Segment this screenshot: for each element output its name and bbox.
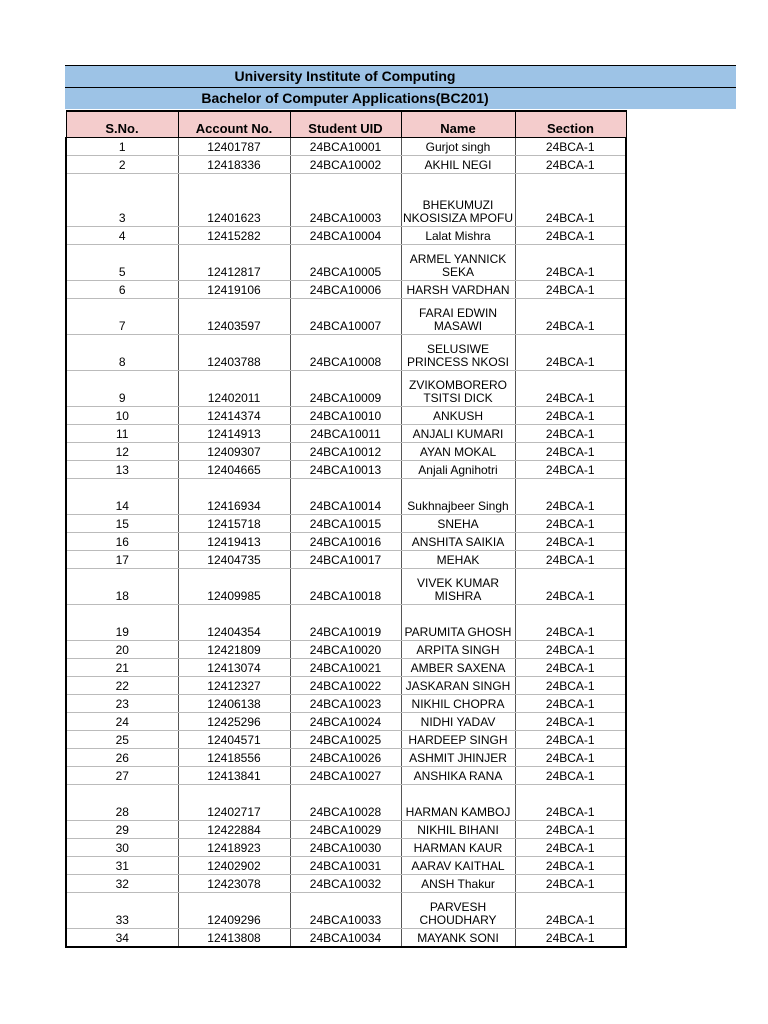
cell-uid: 24BCA10029 — [290, 821, 401, 839]
table-row — [66, 821, 626, 839]
table-row — [66, 227, 626, 245]
cell-name: ANSH Thakur — [401, 875, 515, 893]
cell-uid: 24BCA10017 — [290, 551, 401, 569]
institute-title: University Institute of Computing — [234, 68, 456, 84]
col-header-name: Name — [401, 111, 515, 138]
cell-section: 24BCA-1 — [515, 659, 626, 677]
cell-name: MEHAK — [401, 551, 515, 569]
cell-name: HARMAN KAMBOJ — [401, 785, 515, 821]
cell-account: 12425296 — [178, 713, 290, 731]
cell-name: MAYANK SONI — [401, 929, 515, 947]
cell-section: 24BCA-1 — [515, 479, 626, 515]
cell-section: 24BCA-1 — [515, 156, 626, 174]
table-row — [66, 641, 626, 659]
table-row — [66, 533, 626, 551]
cell-name: PARUMITA GHOSH — [401, 605, 515, 641]
header-row — [66, 111, 626, 138]
cell-sno: 12 — [66, 443, 178, 461]
table-row — [66, 461, 626, 479]
cell-name: HARDEEP SINGH — [401, 731, 515, 749]
cell-section: 24BCA-1 — [515, 731, 626, 749]
cell-sno: 28 — [66, 785, 178, 821]
table-row — [66, 893, 626, 929]
table-row — [66, 569, 626, 605]
cell-sno: 6 — [66, 281, 178, 299]
cell-section: 24BCA-1 — [515, 875, 626, 893]
cell-name: HARMAN KAUR — [401, 839, 515, 857]
cell-section: 24BCA-1 — [515, 857, 626, 875]
cell-sno: 7 — [66, 299, 178, 335]
cell-account: 12412327 — [178, 677, 290, 695]
cell-sno: 29 — [66, 821, 178, 839]
table-row — [66, 174, 626, 227]
col-header-section: Section — [515, 111, 626, 138]
table-row — [66, 839, 626, 857]
cell-section: 24BCA-1 — [515, 174, 626, 227]
table-row — [66, 929, 626, 947]
cell-uid: 24BCA10013 — [290, 461, 401, 479]
cell-sno: 20 — [66, 641, 178, 659]
cell-uid: 24BCA10032 — [290, 875, 401, 893]
cell-name: NIKHIL CHOPRA — [401, 695, 515, 713]
cell-account: 12404665 — [178, 461, 290, 479]
cell-section: 24BCA-1 — [515, 605, 626, 641]
cell-sno: 26 — [66, 749, 178, 767]
cell-section: 24BCA-1 — [515, 929, 626, 947]
cell-sno: 1 — [66, 138, 178, 156]
cell-uid: 24BCA10005 — [290, 245, 401, 281]
cell-uid: 24BCA10014 — [290, 479, 401, 515]
cell-account: 12403788 — [178, 335, 290, 371]
table-row — [66, 695, 626, 713]
cell-account: 12413808 — [178, 929, 290, 947]
cell-account: 12414374 — [178, 407, 290, 425]
cell-sno: 23 — [66, 695, 178, 713]
col-header-uid: Student UID — [290, 111, 401, 138]
cell-name: ANSHITA SAIKIA — [401, 533, 515, 551]
table-row — [66, 479, 626, 515]
cell-section: 24BCA-1 — [515, 515, 626, 533]
cell-sno: 5 — [66, 245, 178, 281]
cell-uid: 24BCA10011 — [290, 425, 401, 443]
table-row — [66, 731, 626, 749]
cell-uid: 24BCA10006 — [290, 281, 401, 299]
cell-sno: 25 — [66, 731, 178, 749]
table-row — [66, 156, 626, 174]
cell-uid: 24BCA10016 — [290, 533, 401, 551]
cell-name: AMBER SAXENA — [401, 659, 515, 677]
cell-sno: 10 — [66, 407, 178, 425]
cell-account: 12409307 — [178, 443, 290, 461]
cell-name: Anjali Agnihotri — [401, 461, 515, 479]
cell-section: 24BCA-1 — [515, 407, 626, 425]
program-title: Bachelor of Computer Applications(BC201) — [201, 90, 489, 106]
cell-section: 24BCA-1 — [515, 749, 626, 767]
cell-account: 12418923 — [178, 839, 290, 857]
table-row — [66, 551, 626, 569]
cell-sno: 16 — [66, 533, 178, 551]
cell-sno: 19 — [66, 605, 178, 641]
cell-sno: 34 — [66, 929, 178, 947]
cell-sno: 33 — [66, 893, 178, 929]
cell-section: 24BCA-1 — [515, 533, 626, 551]
cell-section: 24BCA-1 — [515, 227, 626, 245]
cell-section: 24BCA-1 — [515, 767, 626, 785]
cell-sno: 3 — [66, 174, 178, 227]
cell-account: 12419106 — [178, 281, 290, 299]
cell-section: 24BCA-1 — [515, 335, 626, 371]
cell-section: 24BCA-1 — [515, 839, 626, 857]
cell-uid: 24BCA10025 — [290, 731, 401, 749]
cell-section: 24BCA-1 — [515, 695, 626, 713]
col-header-account: Account No. — [178, 111, 290, 138]
cell-account: 12401623 — [178, 174, 290, 227]
cell-name: ZVIKOMBORERO TSITSI DICK — [401, 371, 515, 407]
cell-section: 24BCA-1 — [515, 138, 626, 156]
table-row — [66, 677, 626, 695]
cell-uid: 24BCA10009 — [290, 371, 401, 407]
table-row — [66, 875, 626, 893]
cell-uid: 24BCA10012 — [290, 443, 401, 461]
cell-uid: 24BCA10018 — [290, 569, 401, 605]
cell-uid: 24BCA10010 — [290, 407, 401, 425]
cell-uid: 24BCA10019 — [290, 605, 401, 641]
cell-uid: 24BCA10030 — [290, 839, 401, 857]
cell-account: 12409296 — [178, 893, 290, 929]
cell-sno: 31 — [66, 857, 178, 875]
cell-section: 24BCA-1 — [515, 299, 626, 335]
cell-uid: 24BCA10001 — [290, 138, 401, 156]
cell-uid: 24BCA10031 — [290, 857, 401, 875]
cell-name: VIVEK KUMAR MISHRA — [401, 569, 515, 605]
cell-section: 24BCA-1 — [515, 785, 626, 821]
cell-sno: 32 — [66, 875, 178, 893]
table-row — [66, 335, 626, 371]
table-row — [66, 515, 626, 533]
table-row — [66, 281, 626, 299]
cell-account: 12414913 — [178, 425, 290, 443]
cell-account: 12402717 — [178, 785, 290, 821]
cell-sno: 22 — [66, 677, 178, 695]
cell-sno: 17 — [66, 551, 178, 569]
table-row — [66, 785, 626, 821]
cell-section: 24BCA-1 — [515, 245, 626, 281]
cell-name: NIKHIL BIHANI — [401, 821, 515, 839]
cell-name: PARVESH CHOUDHARY — [401, 893, 515, 929]
cell-uid: 24BCA10021 — [290, 659, 401, 677]
cell-account: 12421809 — [178, 641, 290, 659]
cell-sno: 21 — [66, 659, 178, 677]
cell-section: 24BCA-1 — [515, 677, 626, 695]
cell-uid: 24BCA10028 — [290, 785, 401, 821]
cell-sno: 8 — [66, 335, 178, 371]
cell-uid: 24BCA10020 — [290, 641, 401, 659]
cell-account: 12404571 — [178, 731, 290, 749]
cell-uid: 24BCA10003 — [290, 174, 401, 227]
table-row — [66, 767, 626, 785]
cell-section: 24BCA-1 — [515, 443, 626, 461]
cell-name: AARAV KAITHAL — [401, 857, 515, 875]
cell-uid: 24BCA10015 — [290, 515, 401, 533]
table-row — [66, 371, 626, 407]
cell-name: ASHMIT JHINJER — [401, 749, 515, 767]
cell-uid: 24BCA10004 — [290, 227, 401, 245]
table-row — [66, 245, 626, 281]
cell-sno: 9 — [66, 371, 178, 407]
table-row — [66, 713, 626, 731]
cell-name: ANJALI KUMARI — [401, 425, 515, 443]
cell-sno: 24 — [66, 713, 178, 731]
cell-account: 12418336 — [178, 156, 290, 174]
cell-name: NIDHI YADAV — [401, 713, 515, 731]
title-band-institute — [65, 65, 736, 87]
cell-account: 12402011 — [178, 371, 290, 407]
cell-name: SELUSIWE PRINCESS NKOSI — [401, 335, 515, 371]
cell-section: 24BCA-1 — [515, 641, 626, 659]
cell-sno: 13 — [66, 461, 178, 479]
col-header-sno: S.No. — [66, 111, 178, 138]
cell-section: 24BCA-1 — [515, 425, 626, 443]
cell-name: BHEKUMUZI NKOSISIZA MPOFU — [401, 174, 515, 227]
cell-section: 24BCA-1 — [515, 569, 626, 605]
cell-account: 12413841 — [178, 767, 290, 785]
cell-name: ARPITA SINGH — [401, 641, 515, 659]
cell-account: 12418556 — [178, 749, 290, 767]
cell-uid: 24BCA10034 — [290, 929, 401, 947]
cell-account: 12415282 — [178, 227, 290, 245]
table-row — [66, 749, 626, 767]
cell-sno: 27 — [66, 767, 178, 785]
table-row — [66, 138, 626, 156]
cell-sno: 11 — [66, 425, 178, 443]
cell-uid: 24BCA10022 — [290, 677, 401, 695]
cell-uid: 24BCA10023 — [290, 695, 401, 713]
cell-sno: 4 — [66, 227, 178, 245]
table-row — [66, 407, 626, 425]
table-row — [66, 659, 626, 677]
cell-account: 12415718 — [178, 515, 290, 533]
table-row — [66, 857, 626, 875]
cell-name: JASKARAN SINGH — [401, 677, 515, 695]
cell-name: AYAN MOKAL — [401, 443, 515, 461]
cell-section: 24BCA-1 — [515, 713, 626, 731]
cell-account: 12416934 — [178, 479, 290, 515]
cell-section: 24BCA-1 — [515, 821, 626, 839]
cell-section: 24BCA-1 — [515, 461, 626, 479]
cell-uid: 24BCA10002 — [290, 156, 401, 174]
table-row — [66, 443, 626, 461]
cell-uid: 24BCA10027 — [290, 767, 401, 785]
cell-section: 24BCA-1 — [515, 371, 626, 407]
cell-name: Sukhnajbeer Singh — [401, 479, 515, 515]
cell-sno: 2 — [66, 156, 178, 174]
cell-name: ANKUSH — [401, 407, 515, 425]
cell-sno: 14 — [66, 479, 178, 515]
table-row — [66, 425, 626, 443]
cell-uid: 24BCA10026 — [290, 749, 401, 767]
cell-name: Gurjot singh — [401, 138, 515, 156]
cell-account: 12402902 — [178, 857, 290, 875]
cell-account: 12404735 — [178, 551, 290, 569]
cell-name: AKHIL NEGI — [401, 156, 515, 174]
cell-name: HARSH VARDHAN — [401, 281, 515, 299]
cell-name: FARAI EDWIN MASAWI — [401, 299, 515, 335]
cell-account: 12409985 — [178, 569, 290, 605]
cell-account: 12406138 — [178, 695, 290, 713]
cell-name: Lalat Mishra — [401, 227, 515, 245]
cell-uid: 24BCA10008 — [290, 335, 401, 371]
cell-uid: 24BCA10024 — [290, 713, 401, 731]
cell-sno: 18 — [66, 569, 178, 605]
cell-account: 12419413 — [178, 533, 290, 551]
cell-account: 12422884 — [178, 821, 290, 839]
cell-sno: 15 — [66, 515, 178, 533]
table-body — [66, 138, 626, 947]
table-row — [66, 299, 626, 335]
cell-account: 12413074 — [178, 659, 290, 677]
cell-account: 12423078 — [178, 875, 290, 893]
cell-sno: 30 — [66, 839, 178, 857]
cell-account: 12401787 — [178, 138, 290, 156]
cell-name: SNEHA — [401, 515, 515, 533]
cell-name: ARMEL YANNICK SEKA — [401, 245, 515, 281]
table-row — [66, 605, 626, 641]
cell-account: 12403597 — [178, 299, 290, 335]
cell-section: 24BCA-1 — [515, 281, 626, 299]
cell-account: 12412817 — [178, 245, 290, 281]
cell-uid: 24BCA10007 — [290, 299, 401, 335]
cell-section: 24BCA-1 — [515, 551, 626, 569]
student-table — [65, 110, 627, 948]
cell-uid: 24BCA10033 — [290, 893, 401, 929]
cell-account: 12404354 — [178, 605, 290, 641]
cell-section: 24BCA-1 — [515, 893, 626, 929]
title-band-program — [65, 87, 736, 109]
cell-name: ANSHIKA RANA — [401, 767, 515, 785]
